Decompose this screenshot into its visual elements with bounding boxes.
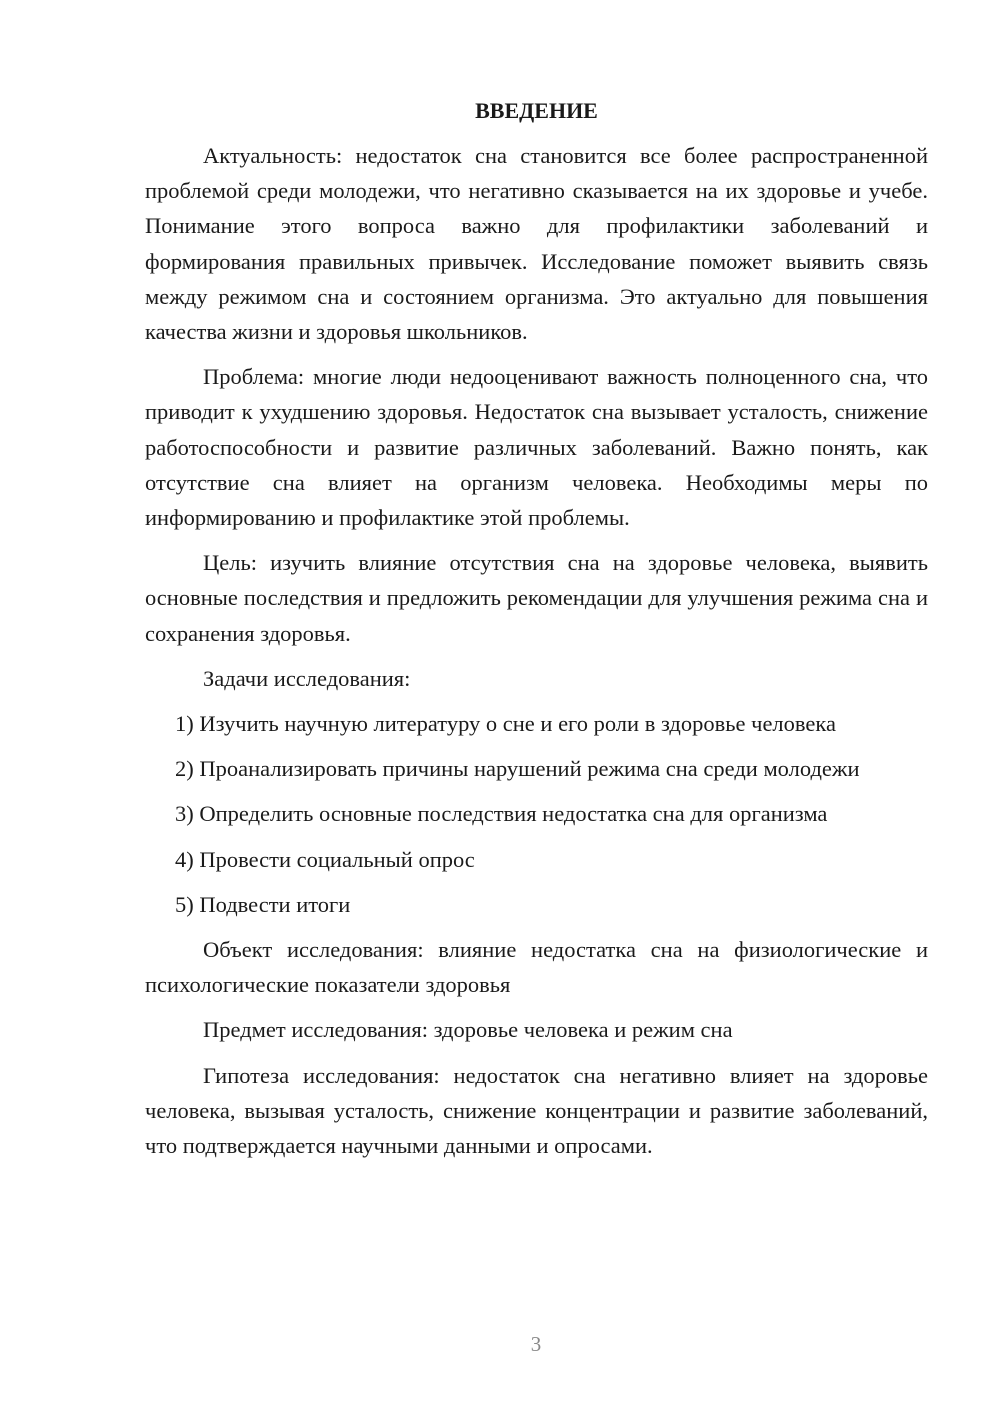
task-item-3: 3) Определить основные последствия недостатка сна для организма [175, 801, 828, 827]
paragraph-problem: Проблема: многие люди недооценивают важность полноценного сна, что приводит к ухудшению здоровья. Недостаток сна вызывает усталость, снижение работоспособности и развитие различных заболеваний. Важно понять, как отсутствие сна влияет на организм человека. Необходимы меры по информированию и профилактике этой проблемы. [145, 364, 928, 531]
task-item-5: 5) Подвести итоги [175, 891, 351, 917]
paragraph-hypothesis: Гипотеза исследования: недостаток сна негативно влияет на здоровье человека, вызывая усталость, снижение концентрации и развитие заболеваний, что подтверждается научными данными и опросами. [145, 1062, 928, 1159]
paragraph-tasks-title: Задачи исследования: [203, 665, 411, 691]
paragraph-object: Объект исследования: влияние недостатка сна на физиологические и психологические показатели здоровья [145, 937, 928, 998]
task-item-4: 4) Провести социальный опрос [175, 846, 475, 872]
page-number: 3 [530, 1332, 542, 1356]
task-item-1: 1) Изучить научную литературу о сне и его роли в здоровье человека [175, 711, 836, 737]
paragraph-relevance: Актуальность: недостаток сна становится все более распространенной проблемой среди молодежи, что негативно сказывается на их здоровье и учебе. Понимание этого вопроса важно для профилактики заболеваний и формирования правильных привычек. Исследование поможет выявить связь между режимом сна и состоянием организма. Это актуально для повышения качества жизни и здоровья школьников. [145, 143, 928, 345]
task-item-2: 2) Проанализировать причины нарушений режима сна среди молодежи [175, 756, 860, 782]
paragraph-subject: Предмет исследования: здоровье человека и режим сна [203, 1017, 733, 1043]
document-page [145, 92, 928, 1173]
section-heading: ВВЕДЕНИЕ [475, 98, 598, 123]
paragraph-goal: Цель: изучить влияние отсутствия сна на здоровье человека, выявить основные последствия и предложить рекомендации для улучшения режима сна и сохранения здоровья. [145, 550, 928, 646]
